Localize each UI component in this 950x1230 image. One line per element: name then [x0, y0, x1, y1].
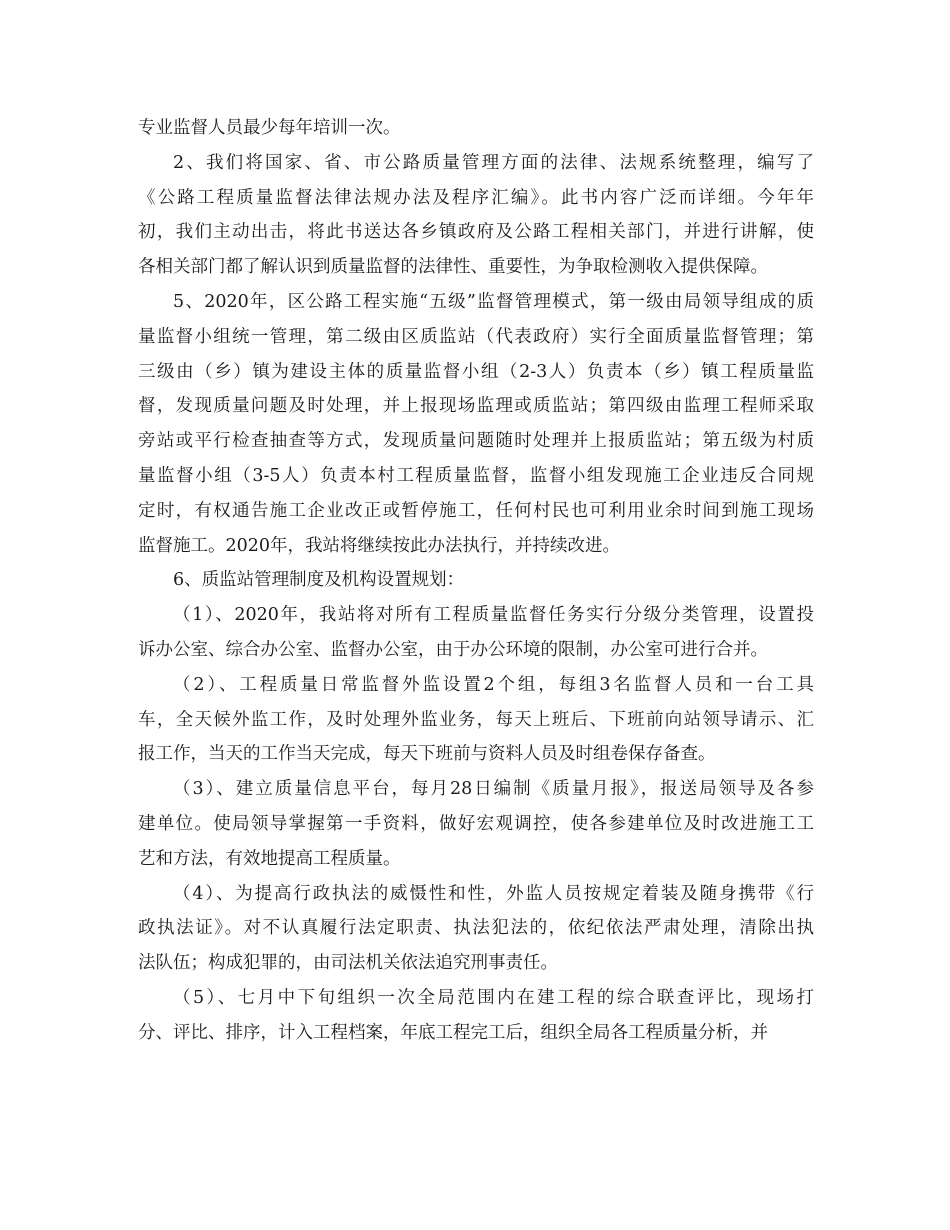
text-line: 法队伍；构成犯罪的，由司法机关依法追究刑事责任。: [138, 953, 558, 974]
text-line: 政执法证》。对不认真履行法定职责、执法犯法的，依纪依法严肃处理，清除出执: [138, 918, 814, 939]
text-line: 监督施工。2020年，我站将继续按此办法执行，并持续改进。: [138, 535, 621, 556]
text-line: 分、评比、排序，计入工程档案，年底工程完工后，组织全局各工程质量分析，并: [138, 1022, 768, 1043]
paragraph: [138, 668, 814, 772]
text-line: 专业监督人员最少每年培训一次。: [138, 118, 401, 138]
text-line: 车，全天候外监工作，及时处理外监业务，每天上班后、下班前向站领导请示、汇: [138, 709, 814, 730]
paragraph: [138, 981, 814, 1051]
text-line: 初，我们主动出击，将此书送达各乡镇政府及公路工程相关部门，并进行讲解，使: [138, 222, 814, 243]
text-line: （4）、为提高行政执法的威慑性和性，外监人员按规定着装及随身携带《行: [173, 883, 814, 904]
text-line: 量监督小组（3-5人）负责本村工程质量监督，监督小组发现施工企业违反合同规: [138, 465, 814, 486]
text-line: 三级由（乡）镇为建设主体的质量监督小组（2-3人）负责本（乡）镇工程质量监: [138, 361, 814, 382]
document-body: [138, 111, 814, 1051]
text-line: （5）、七月中下旬组织一次全局范围内在建工程的综合联查评比，现场打: [173, 987, 814, 1008]
paragraph: [138, 111, 814, 146]
text-line: 艺和方法，有效地提高工程质量。: [138, 848, 401, 869]
text-line: （3）、建立质量信息平台，每月28日编制《质量月报》，报送局领导及各参: [173, 779, 814, 800]
text-line: 旁站或平行检查抽查等方式，发现质量问题随时处理并上报质监站；第五级为村质: [138, 431, 814, 452]
text-line: （2）、工程质量日常监督外监设置2个组，每组3名监督人员和一台工具: [173, 674, 814, 695]
paragraph: [138, 772, 814, 876]
text-line: 《公路工程质量监督法律法规办法及程序汇编》。此书内容广泛而详细。今年年: [138, 187, 814, 208]
text-line: 各相关部门都了解认识到质量监督的法律性、重要性，为争取检测收入提供保障。: [138, 257, 768, 278]
paragraph: [138, 146, 814, 285]
text-line: 量监督小组统一管理，第二级由区质监站（代表政府）实行全面质量监督管理；第: [138, 326, 814, 347]
paragraph: [138, 598, 814, 668]
paragraph: [138, 285, 814, 563]
text-line: 诉办公室、综合办公室、监督办公室，由于办公环境的限制，办公室可进行合并。: [138, 639, 768, 660]
text-line: （1）、2020年，我站将对所有工程质量监督任务实行分级分类管理，设置投: [173, 605, 814, 626]
text-line: 6、质监站管理制度及机构设置规划：: [173, 570, 465, 591]
paragraph: [138, 563, 814, 598]
text-line: 5、2020年，区公路工程实施“五级”监督管理模式，第一级由局领导组成的质: [173, 291, 814, 312]
text-line: 督，发现质量问题及时处理，并上报现场监理或质监站；第四级由监理工程师采取: [138, 396, 814, 417]
text-line: 2、我们将国家、省、市公路质量管理方面的法律、法规系统整理，编写了: [173, 152, 814, 173]
text-line: 定时，有权通告施工企业改正或暂停施工，任何村民也可利用业余时间到施工现场: [138, 500, 814, 521]
text-line: 建单位。使局领导掌握第一手资料，做好宏观调控，使各参建单位及时改进施工工: [138, 813, 814, 834]
text-line: 报工作，当天的工作当天完成，每天下班前与资料人员及时组卷保存备查。: [138, 744, 716, 765]
paragraph: [138, 877, 814, 981]
